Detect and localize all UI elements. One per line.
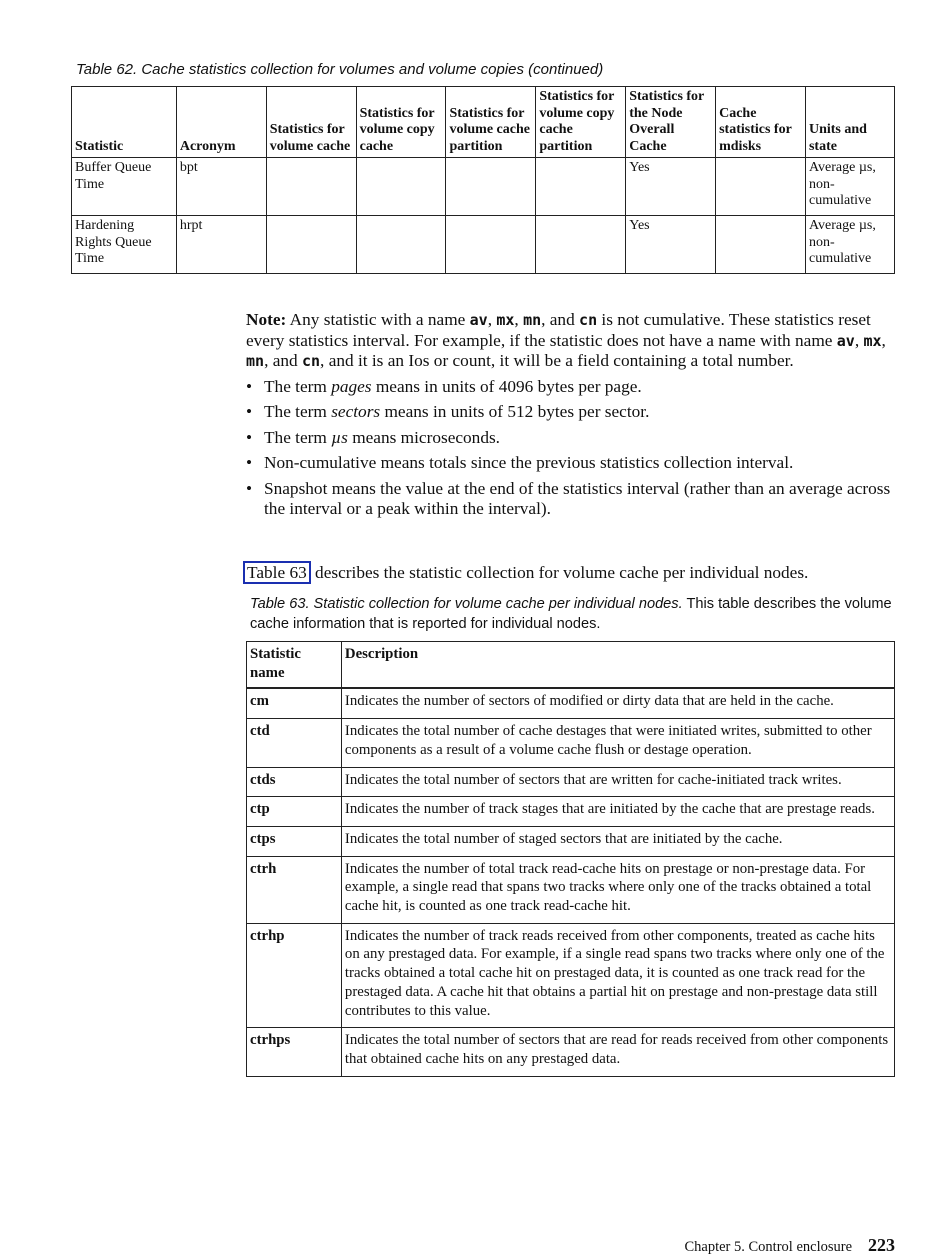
table-row — [247, 767, 895, 797]
note-label: Note: — [246, 310, 287, 329]
code-cn: cn — [579, 311, 598, 329]
note-text: , — [881, 330, 886, 350]
note-text: , and — [541, 310, 580, 329]
list-item-text: The term — [264, 402, 332, 421]
code-cn: cn — [301, 352, 321, 370]
note-paragraph — [246, 310, 896, 372]
table-cell: Yes — [626, 216, 716, 274]
list-item-text: means in units of 4096 bytes per page. — [371, 376, 642, 396]
table-cell — [536, 216, 626, 274]
code-mx: mx — [496, 311, 515, 329]
list-item-text: The term — [264, 376, 332, 396]
table-cell — [716, 158, 806, 216]
table-cell — [716, 216, 806, 274]
code-mn: mn — [523, 311, 542, 329]
statistic-description: Indicates the total number of sectors that are written for cache-initiated track writes. — [341, 767, 894, 797]
table-63-header-row — [247, 642, 895, 689]
chapter-title: Chapter 5. Control enclosure — [684, 1239, 852, 1255]
table-63-caption — [250, 595, 895, 634]
table-62-header: Statistics for volume copy cache — [356, 87, 446, 158]
note-text: , — [514, 310, 524, 329]
list-item-text: The term — [264, 427, 332, 447]
bullet-icon: • — [246, 376, 253, 396]
term: sectors — [331, 402, 381, 421]
table-row — [247, 719, 895, 767]
table-63-header: Description — [341, 642, 894, 689]
code-mn: mn — [246, 352, 265, 370]
list-item — [246, 479, 896, 520]
table-62-header-row — [72, 87, 895, 158]
table-row — [247, 1028, 895, 1076]
table-62-header: Statistics for the Node Overall Cache — [626, 87, 716, 158]
table-62-header: Statistics for volume cache — [266, 87, 356, 158]
table-63 — [246, 641, 895, 1077]
table-cell: Buffer Queue Time — [72, 158, 177, 216]
note-text: Any statistic with a name — [286, 310, 470, 329]
table-cell: hrpt — [176, 216, 266, 274]
code-av: av — [469, 311, 488, 329]
note-text: , and — [264, 351, 302, 370]
table-row — [72, 158, 895, 216]
table-63-header: Statistic name — [247, 642, 342, 689]
list-item — [246, 377, 896, 398]
table-62-caption: Table 62. Cache statistics collection for volumes and volume copies (continued) — [76, 61, 604, 78]
table-62-header: Units and state — [805, 87, 894, 158]
table-62-header: Acronym — [176, 87, 266, 158]
note-bullet-list — [246, 377, 896, 520]
statistic-description: Indicates the total number of cache destages that were initiated writes, submitted to other components as a result of a volume cache flush or destage operation. — [341, 719, 894, 767]
statistic-description: Indicates the total number of sectors that are read for reads received from other components that obtained cache hits on any prestaged data. — [341, 1028, 894, 1076]
table-row — [247, 856, 895, 923]
statistic-name: cm — [247, 688, 342, 718]
statistic-name: ctd — [247, 719, 342, 767]
statistic-description: Indicates the total number of staged sectors that are initiated by the cache. — [341, 826, 894, 856]
table-62-header: Statistics for volume cache partition — [446, 87, 536, 158]
statistic-description: Indicates the number of total track read-cache hits on prestage or non-prestage data. For example, a single read that spans two tracks where only one of the tracks obtained a total cache hit, is counted as one track read-cache hit. — [341, 856, 894, 923]
list-item — [246, 428, 896, 449]
statistic-description: Indicates the number of track stages that are initiated by the cache that are prestage reads. — [341, 797, 894, 827]
table-row — [247, 923, 895, 1028]
statistic-description: Indicates the number of sectors of modified or dirty data that are held in the cache. — [341, 688, 894, 718]
table-62-header: Cache statistics for mdisks — [716, 87, 806, 158]
table-row — [247, 826, 895, 856]
code-av: av — [836, 331, 855, 350]
list-item-text: Non-cumulative means totals since the previous statistics collection interval. — [264, 453, 794, 472]
bullet-icon: • — [246, 402, 253, 421]
table-cell: Hardening Rights Queue Time — [72, 216, 177, 274]
table-cell — [356, 158, 446, 216]
note-block — [246, 310, 896, 525]
intro-text: describes the statistic collection for volume cache per individual nodes. — [310, 563, 809, 582]
term: µs — [331, 427, 348, 447]
table-row — [247, 797, 895, 827]
table-cell — [266, 158, 356, 216]
page-number: 223 — [868, 1235, 895, 1255]
table-63-link[interactable]: Table 63 — [243, 561, 311, 584]
bullet-icon: • — [246, 453, 253, 472]
note-text: is not cumulative. These statistics reset every statistics interval. For example, if the statistic does not have a name with name — [246, 310, 871, 350]
statistic-name: ctps — [247, 826, 342, 856]
table-cell — [266, 216, 356, 274]
table-63-intro — [243, 562, 808, 584]
list-item — [246, 402, 896, 423]
statistic-name: ctp — [247, 797, 342, 827]
table-62-header: Statistics for volume copy cache partition — [536, 87, 626, 158]
statistic-description: Indicates the number of track reads received from other components, treated as cache hits on any prestaged data. For example, if a single read spans two tracks where only one of the tracks obtained a total cache hit on prestaged data, it is counted as one track read for the prestaged data. A cache hit that obtains a partial hit on prestage and non-prestage data still contributes to this value. — [341, 923, 894, 1028]
term: pages — [331, 376, 372, 396]
table-cell — [446, 216, 536, 274]
statistic-name: ctds — [247, 767, 342, 797]
note-text: , — [487, 310, 497, 329]
list-item-text: means microseconds. — [347, 427, 501, 447]
table-row — [72, 216, 895, 274]
code-mx: mx — [863, 331, 882, 350]
list-item-text: Snapshot means the value at the end of the statistics interval (rather than an average across the interval or a peak within the interval). — [264, 478, 891, 518]
table-63-caption-desc: This table describes the volume cache information that is reported for individual nodes. — [250, 596, 892, 632]
table-cell — [446, 158, 536, 216]
table-cell — [356, 216, 446, 274]
table-cell: Average µs, non-cumulative — [805, 158, 894, 216]
table-63-caption-title: Table 63. Statistic collection for volume cache per individual nodes. — [250, 596, 683, 612]
statistic-name: ctrh — [247, 856, 342, 923]
note-text: , and it is an Ios or count, it will be a field containing a total number. — [320, 351, 794, 370]
note-text: , — [854, 330, 864, 350]
table-62-header: Statistic — [72, 87, 177, 158]
table-62 — [71, 86, 895, 274]
bullet-icon: • — [246, 478, 253, 498]
list-item-text: means in units of 512 bytes per sector. — [380, 402, 650, 421]
page-footer — [684, 1235, 895, 1256]
table-cell: bpt — [176, 158, 266, 216]
table-row — [247, 688, 895, 718]
statistic-name: ctrhp — [247, 923, 342, 1028]
table-cell: Yes — [626, 158, 716, 216]
table-cell: Average µs, non-cumulative — [805, 216, 894, 274]
list-item — [246, 453, 896, 474]
statistic-name: ctrhps — [247, 1028, 342, 1076]
bullet-icon: • — [246, 427, 253, 447]
table-cell — [536, 158, 626, 216]
